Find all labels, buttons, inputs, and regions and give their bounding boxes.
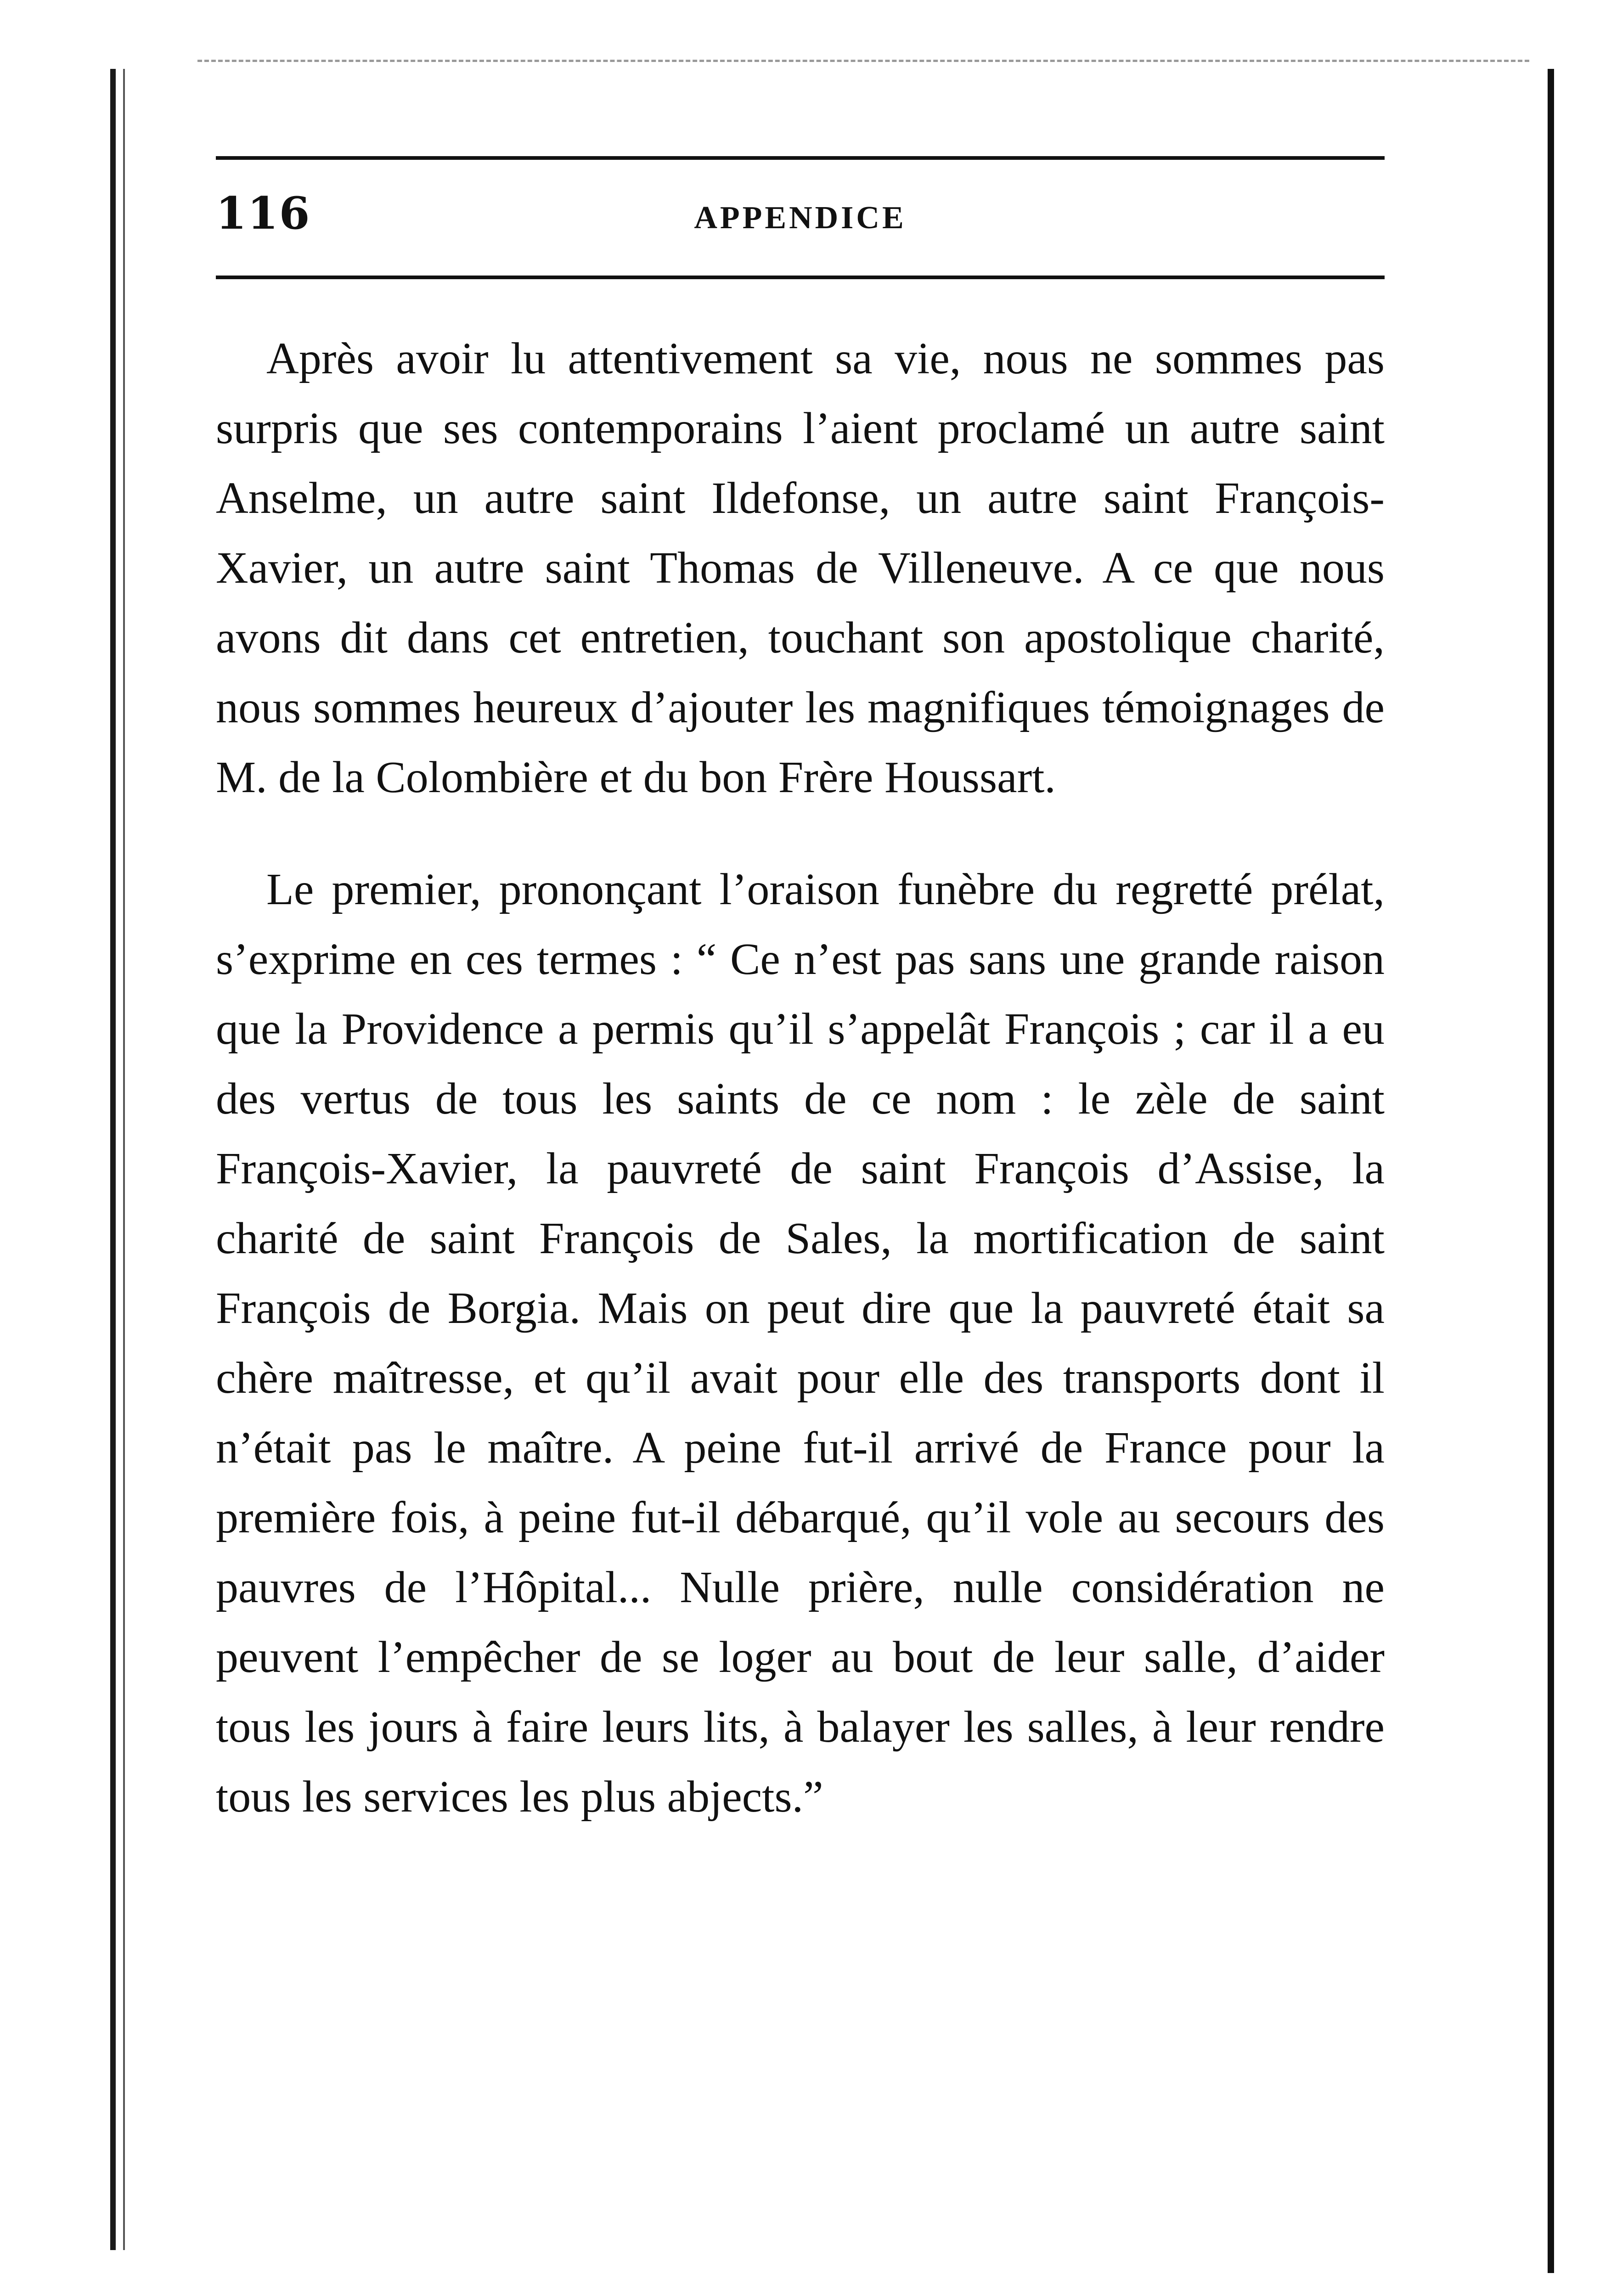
- page-edge-left: [110, 69, 116, 2250]
- page-edge-left-shadow: [123, 69, 125, 2250]
- paragraph: Le premier, prononçant l’oraison funèbre du regretté prélat, s’exprime en ces termes : “ Ce n’est pas sans une grande raison que la Providence a permis qu’il s’appelât François ; car il a eu des vertus de tous les saints de ce nom : le zèle de saint François-Xavier, la pauvreté de saint François d’Assise, la charité de saint François de Sales, la mortification de saint François de Borgia. Mais on peut dire que la pauvreté était sa chère maîtresse, et qu’il avait pour elle des transports dont il n’était pas le maître. A peine fut-il arrivé de France pour la première fois, à peine fut-il débarqué, qu’il vole au secours des pauvres de l’Hôpital... Nulle prière, nulle considération ne peuvent l’empêcher de se loger au bout de leur salle, d’aider tous les jours à faire leurs lits, à balayer les salles, à leur rendre tous les services les plus abjects.”: [216, 865, 1385, 1822]
- scan-artifact-top: [197, 60, 1529, 64]
- running-head: APPENDICE: [694, 200, 907, 236]
- page-number: 116: [216, 187, 311, 239]
- body-text: [216, 324, 1385, 1832]
- page-edge-right: [1548, 69, 1554, 2273]
- header-rule-top: [216, 156, 1385, 160]
- header-rule-bottom: [216, 276, 1385, 279]
- paragraph: Après avoir lu attentivement sa vie, nous ne sommes pas surpris que ses contemporains l’aient proclamé un autre saint Anselme, un autre saint Ildefonse, un autre saint François-Xavier, un autre saint Thomas de Villeneuve. A ce que nous avons dit dans cet entretien, touchant son apostolique charité, nous sommes heureux d’ajouter les magnifiques témoignages de M. de la Colombière et du bon Frère Houssart.: [216, 334, 1385, 802]
- page-header: [216, 184, 1385, 253]
